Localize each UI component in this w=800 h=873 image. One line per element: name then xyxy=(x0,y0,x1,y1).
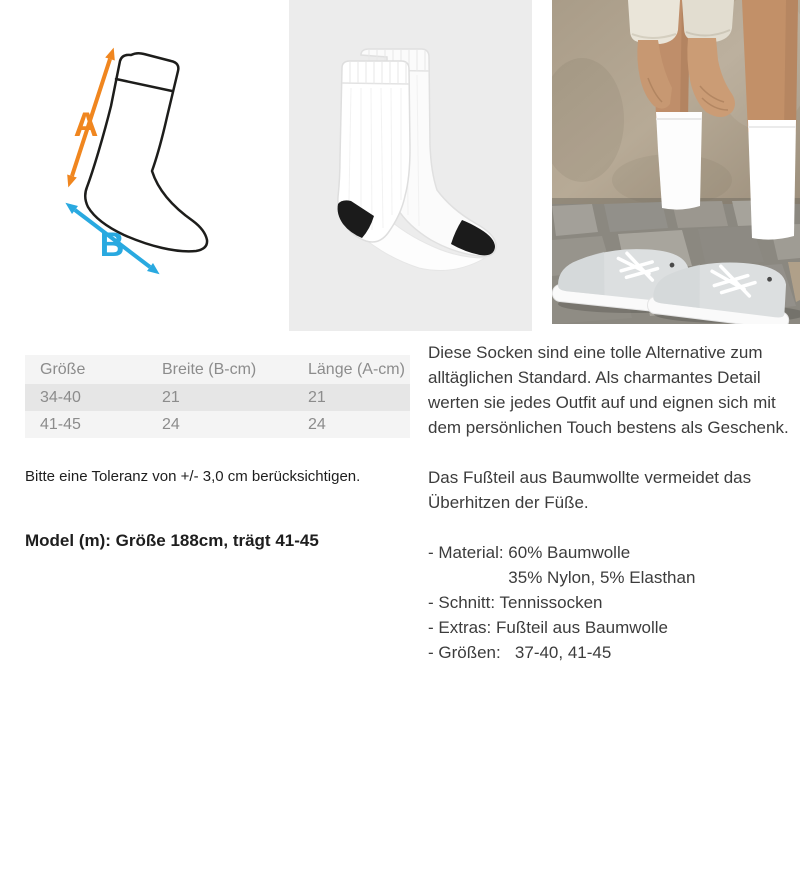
product-photo-panel xyxy=(289,0,532,331)
table-row xyxy=(25,384,410,411)
front-sock xyxy=(338,61,410,242)
detail-material: - Material: 60% Baumwolle xyxy=(428,543,631,562)
cell-width: 21 xyxy=(147,384,293,411)
model-size-note: Model (m): Größe 188cm, trägt 41-45 xyxy=(25,531,319,550)
cell-length: 21 xyxy=(293,384,410,411)
size-diagram-panel xyxy=(0,0,280,330)
column-header-width: Breite (B-cm) xyxy=(147,355,293,384)
socks-product-image xyxy=(289,0,532,331)
description-paragraph: Diese Socken sind eine tolle Alternative zum alltäglichen Standard. Als charmantes Detail werten sie jedes Outfit auf und eignen sich mit dem persönlichen Touch bestens als Geschenk. xyxy=(428,343,789,437)
table-row xyxy=(25,411,410,438)
cell-size: 34-40 xyxy=(25,384,147,411)
size-table-header-row xyxy=(25,355,410,384)
right-sock xyxy=(748,120,796,240)
dimension-label-a: A xyxy=(73,106,99,144)
dimension-label-b: B xyxy=(99,226,125,264)
detail-cut: - Schnitt: Tennissocken xyxy=(428,593,603,612)
model-photo-panel xyxy=(552,0,800,324)
tolerance-note: Bitte eine Toleranz von +/- 3,0 cm berücksichtigen. xyxy=(25,468,361,485)
cell-size: 41-45 xyxy=(25,411,147,438)
description-paragraph: Das Fußteil aus Baumwollte vermeidet das Überhitzen der Füße. xyxy=(428,468,752,512)
cell-width: 24 xyxy=(147,411,293,438)
model-wearing-socks-image xyxy=(552,0,800,324)
size-table xyxy=(25,355,410,438)
cell-length: 24 xyxy=(293,411,410,438)
column-header-size: Größe xyxy=(25,355,147,384)
left-sock xyxy=(656,112,702,210)
product-details-list xyxy=(428,540,800,665)
sock-measurement-diagram xyxy=(0,0,280,330)
detail-extras: - Extras: Fußteil aus Baumwolle xyxy=(428,618,668,637)
detail-material-cont: 35% Nylon, 5% Elasthan xyxy=(428,568,696,587)
detail-sizes: - Größen: 37-40, 41-45 xyxy=(428,643,612,662)
product-description xyxy=(428,340,800,665)
column-header-length: Länge (A-cm) xyxy=(293,355,410,384)
